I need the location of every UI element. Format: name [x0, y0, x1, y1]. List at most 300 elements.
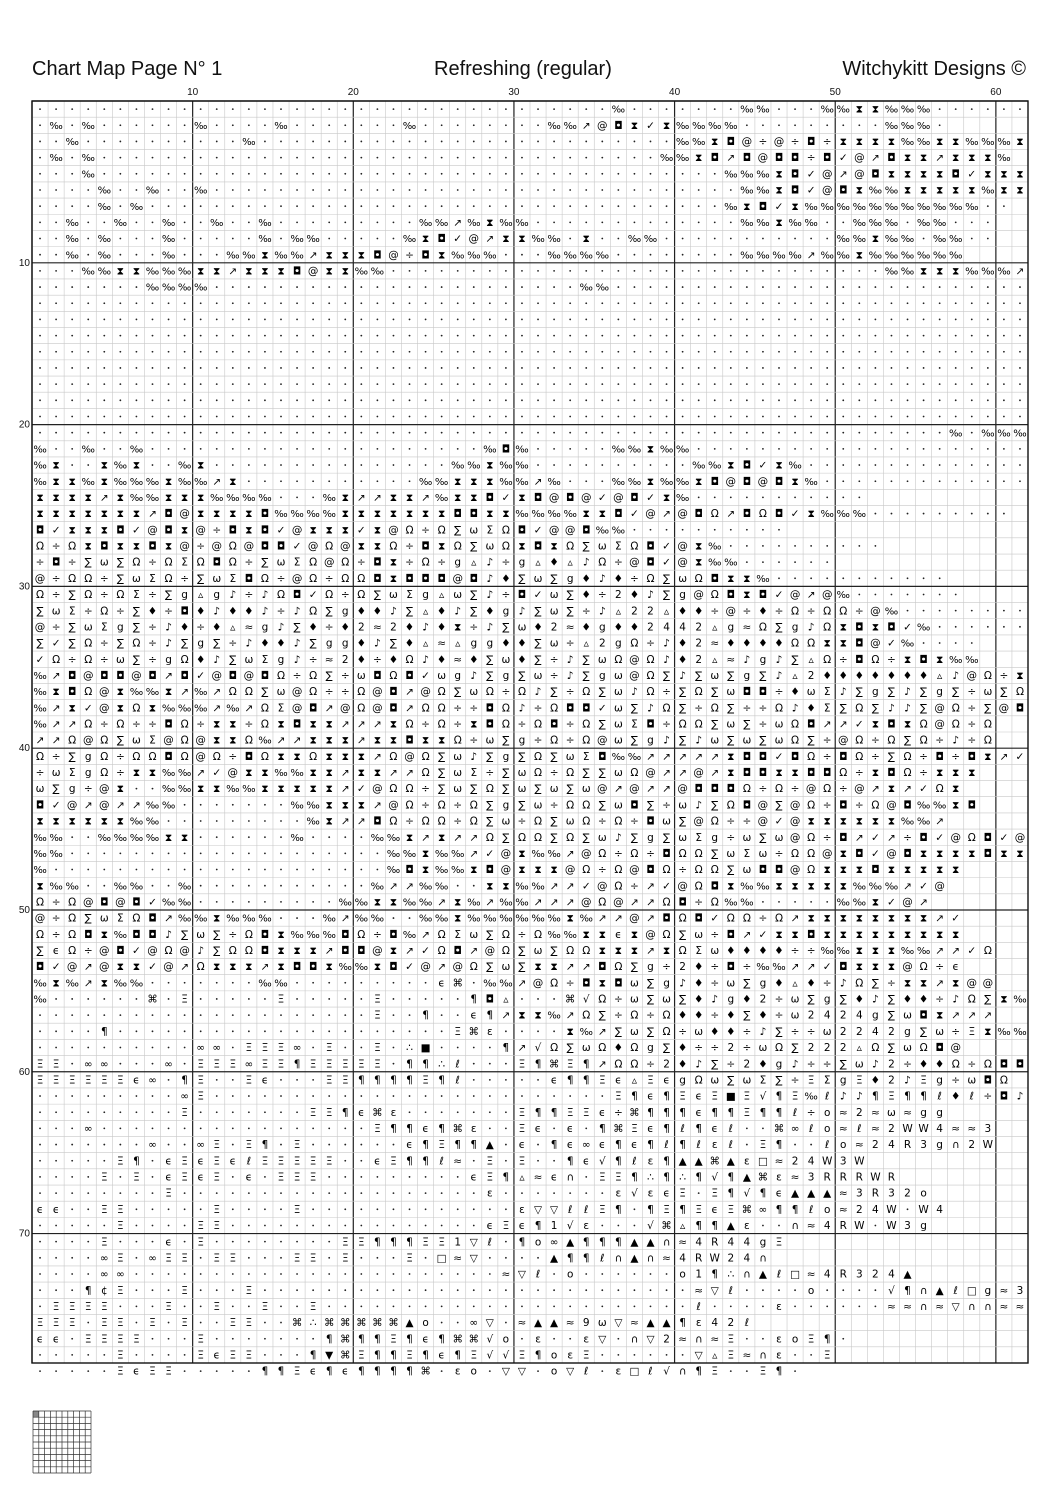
stitch-blank [714, 286, 716, 288]
stitch-symbol: ℓ [648, 1365, 653, 1378]
stitch-symbol: ⧗ [743, 572, 751, 585]
stitch-symbol: ✓ [838, 152, 848, 165]
stitch-blank [569, 286, 571, 288]
stitch-blank [393, 157, 395, 159]
stitch-blank [650, 383, 652, 385]
stitch-symbol: ‰ [258, 492, 272, 504]
stitch-symbol: ∞ [115, 1268, 125, 1281]
stitch-symbol: ⧗ [887, 912, 896, 925]
stitch-symbol: ⧗ [1016, 669, 1024, 682]
stitch-symbol: ÷ [806, 945, 816, 958]
stitch-blank [891, 480, 893, 482]
stitch-blank [103, 157, 105, 159]
stitch-blank [409, 1095, 411, 1097]
stitch-symbol: ÷ [501, 589, 511, 602]
stitch-blank [216, 335, 218, 337]
stitch-symbol: ◘ [501, 443, 511, 456]
stitch-symbol: ∑ [486, 961, 494, 974]
stitch-symbol: ✓ [951, 912, 961, 925]
stitch-symbol: ÷ [694, 896, 704, 909]
stitch-blank [328, 836, 330, 838]
stitch-blank [248, 1208, 250, 1210]
stitch-symbol: ‰ [226, 703, 240, 715]
stitch-symbol: ‰ [916, 120, 931, 132]
stitch-symbol: Ω [132, 556, 141, 569]
stitch-symbol: ⧗ [196, 265, 205, 278]
stitch-symbol: ¶ [631, 1171, 638, 1184]
stitch-symbol: ‰ [161, 282, 176, 294]
stitch-symbol: ⌘ [340, 1317, 351, 1330]
stitch-symbol: ◘ [292, 718, 302, 731]
stitch-blank [200, 351, 202, 353]
stitch-symbol: ω [694, 1025, 704, 1038]
stitch-symbol: ⌘ [613, 1122, 624, 1135]
stitch-symbol: ⧗ [871, 233, 880, 246]
stitch-blank [328, 1095, 330, 1097]
stitch-blank [184, 383, 186, 385]
stitch-blank [119, 1030, 121, 1032]
stitch-blank [184, 1144, 186, 1146]
stitch-symbol: ◘ [742, 750, 752, 763]
stitch-blank [55, 1111, 57, 1113]
stitch-symbol: Ω [84, 589, 93, 602]
stitch-symbol: Ξ [261, 1155, 269, 1168]
stitch-blank [842, 577, 844, 579]
stitch-symbol: ω [453, 767, 463, 780]
stitch-blank [666, 367, 668, 369]
stitch-symbol: ÷ [919, 750, 928, 763]
stitch-blank [87, 1192, 89, 1194]
stitch-symbol: ¶ [695, 1171, 703, 1184]
stitch-blank [71, 416, 73, 418]
stitch-symbol: ↗ [806, 961, 816, 974]
stitch-blank [360, 1192, 362, 1194]
stitch-symbol: ‰ [611, 444, 626, 456]
stitch-symbol: ‰ [129, 816, 144, 828]
stitch-symbol: ∑ [438, 783, 446, 796]
stitch-blank [87, 1322, 89, 1324]
stitch-symbol: Σ [277, 702, 285, 715]
stitch-symbol: ◘ [485, 864, 494, 877]
stitch-blank [296, 1095, 298, 1097]
stitch-symbol: ∑ [775, 799, 783, 812]
stitch-blank [505, 383, 507, 385]
stitch-symbol: Ξ [165, 1187, 172, 1200]
stitch-blank [39, 1014, 41, 1016]
stitch-symbol: ◘ [308, 961, 318, 974]
stitch-blank [376, 335, 378, 337]
stitch-symbol: ∞ [549, 1236, 559, 1249]
stitch-symbol: ♪ [390, 605, 397, 618]
stitch-symbol: Ξ [245, 1284, 253, 1297]
stitch-symbol: ÷ [35, 767, 45, 780]
stitch-blank [360, 286, 362, 288]
stitch-symbol: ∑ [373, 589, 381, 602]
stitch-symbol: ⧗ [470, 718, 478, 731]
stitch-symbol: ¶ [582, 1252, 590, 1265]
stitch-blank [810, 416, 812, 418]
stitch-symbol: ⧗ [229, 475, 237, 488]
stitch-symbol: 2 [807, 1042, 815, 1055]
stitch-blank [360, 124, 362, 126]
stitch-symbol: ‰ [852, 509, 867, 521]
stitch-blank [168, 1111, 170, 1113]
stitch-blank [264, 852, 266, 854]
stitch-symbol: Ξ [277, 1171, 285, 1184]
stitch-symbol: ⧗ [823, 815, 831, 828]
stitch-blank [344, 141, 346, 143]
stitch-symbol: Ξ [293, 1139, 301, 1152]
stitch-blank [87, 1144, 89, 1146]
stitch-symbol: @ [452, 572, 463, 585]
stitch-symbol: ⧗ [871, 912, 880, 925]
stitch-symbol: Ξ [181, 1155, 188, 1168]
stitch-symbol: ω [726, 718, 736, 731]
stitch-blank [553, 367, 555, 369]
stitch-symbol: ⧗ [68, 475, 76, 488]
stitch-blank [248, 464, 250, 466]
stitch-symbol: Ξ [582, 1349, 590, 1362]
stitch-blank [184, 254, 186, 256]
stitch-blank [296, 820, 298, 822]
stitch-blank [376, 416, 378, 418]
stitch-symbol: ♦ [742, 637, 752, 650]
stitch-blank [778, 432, 780, 434]
stitch-symbol: Ω [871, 799, 880, 812]
stitch-blank [344, 157, 346, 159]
stitch-symbol: ¶ [615, 1139, 622, 1152]
stitch-symbol: ↗ [340, 767, 350, 780]
stitch-symbol: ⧗ [132, 508, 141, 521]
stitch-blank [39, 173, 41, 175]
stitch-blank [376, 869, 378, 871]
stitch-symbol: ÷ [372, 653, 382, 666]
stitch-blank [1003, 286, 1005, 288]
stitch-blank [650, 286, 652, 288]
stitch-symbol: ÷ [983, 1090, 993, 1103]
stitch-blank [328, 432, 330, 434]
stitch-blank [810, 1144, 812, 1146]
stitch-blank [746, 270, 748, 272]
stitch-symbol: Ω [582, 1009, 591, 1022]
stitch-blank [601, 173, 603, 175]
stitch-symbol: ÷ [774, 993, 784, 1006]
stitch-symbol: ↗ [710, 750, 720, 763]
stitch-symbol: ⧗ [839, 928, 847, 941]
stitch-blank [617, 383, 619, 385]
stitch-symbol: ¶ [438, 1333, 445, 1346]
stitch-symbol: ϵ [647, 1122, 654, 1135]
stitch-symbol: Ω [582, 686, 591, 699]
stitch-blank [939, 108, 941, 110]
stitch-symbol: ω [196, 928, 206, 941]
stitch-symbol: ‰ [675, 492, 690, 504]
stitch-symbol: ‰ [515, 881, 529, 893]
stitch-blank [216, 1079, 218, 1081]
stitch-symbol: ‰ [900, 137, 915, 149]
stitch-symbol: ⧗ [341, 491, 349, 504]
stitch-symbol: g [920, 1106, 927, 1119]
stitch-blank [473, 432, 475, 434]
stitch-blank [730, 545, 732, 547]
stitch-symbol: Ω [485, 783, 494, 796]
stitch-symbol: ⧗ [791, 767, 799, 780]
stitch-symbol: √ [711, 1171, 719, 1184]
stitch-blank [826, 221, 828, 223]
stitch-symbol: @ [580, 847, 592, 860]
stitch-symbol: @ [757, 152, 769, 165]
stitch-symbol: ‰ [900, 234, 915, 246]
stitch-blank [457, 1273, 459, 1275]
stitch-symbol: ÷ [999, 669, 1009, 682]
stitch-symbol: Ω [1015, 686, 1024, 699]
stitch-symbol: ⧗ [711, 136, 719, 149]
stitch-symbol: ⧗ [261, 783, 269, 796]
stitch-symbol: ÷ [51, 572, 61, 585]
stitch-symbol: Ω [534, 718, 543, 731]
stitch-symbol: ‰ [97, 832, 112, 844]
stitch-blank [184, 1354, 186, 1356]
stitch-symbol: @ [580, 896, 592, 909]
stitch-symbol: ▲ [662, 1317, 671, 1330]
stitch-symbol: Ω [614, 864, 623, 877]
stitch-symbol: ‰ [467, 217, 481, 229]
stitch-blank [360, 351, 362, 353]
stitch-symbol: Ω [919, 718, 928, 731]
stitch-symbol: ⧗ [52, 508, 60, 521]
stitch-blank [344, 480, 346, 482]
stitch-symbol: ✓ [83, 702, 93, 715]
stitch-blank [521, 432, 523, 434]
stitch-symbol: 4 [743, 1252, 751, 1265]
stitch-blank [569, 335, 571, 337]
stitch-blank [601, 1225, 603, 1227]
stitch-symbol: ♪ [165, 928, 172, 941]
stitch-symbol: ‰ [338, 962, 352, 974]
stitch-symbol: ⌘ [388, 1317, 399, 1330]
stitch-blank [296, 1354, 298, 1356]
stitch-blank [826, 124, 828, 126]
stitch-symbol: ÷ [646, 637, 655, 650]
stitch-symbol: ω [678, 572, 688, 585]
stitch-blank [762, 901, 764, 903]
stitch-symbol: ‰ [515, 444, 529, 456]
stitch-symbol: @ [789, 864, 801, 877]
stitch-symbol: @ [693, 815, 704, 828]
stitch-symbol: ✓ [774, 589, 784, 602]
stitch-symbol: 4 [679, 621, 686, 634]
stitch-blank [376, 1144, 378, 1146]
stitch-blank [232, 982, 234, 984]
stitch-symbol: ‰ [900, 120, 915, 132]
stitch-blank [987, 448, 989, 450]
stitch-symbol: ‰ [884, 881, 899, 893]
stitch-blank [585, 367, 587, 369]
stitch-blank [810, 496, 812, 498]
stitch-symbol: ‰ [836, 201, 850, 213]
stitch-symbol: @ [372, 945, 383, 958]
stitch-symbol: ∩ [919, 1284, 928, 1297]
stitch-symbol: Ω [501, 718, 510, 731]
stitch-symbol: ÷ [356, 556, 366, 569]
stitch-symbol: ⧗ [341, 249, 349, 262]
stitch-blank [457, 173, 459, 175]
stitch-blank [1003, 399, 1005, 401]
stitch-symbol: ∑ [454, 686, 462, 699]
stitch-blank [457, 205, 459, 207]
stitch-blank [136, 124, 138, 126]
stitch-symbol: ⧗ [518, 847, 526, 860]
stitch-symbol: ≈ [806, 1268, 816, 1281]
stitch-symbol: ¶ [454, 1349, 462, 1362]
stitch-symbol: ‰ [49, 120, 63, 132]
stitch-symbol: Ω [309, 605, 318, 618]
stitch-symbol: Ω [325, 589, 334, 602]
stitch-symbol: ∑ [325, 669, 333, 682]
stitch-blank [858, 496, 860, 498]
stitch-blank [537, 1257, 539, 1259]
stitch-symbol: ◘ [421, 572, 430, 585]
stitch-symbol: ↗ [469, 945, 479, 958]
stitch-symbol: ♦ [276, 637, 286, 650]
stitch-blank [248, 302, 250, 304]
stitch-symbol: ∑ [920, 686, 928, 699]
stitch-symbol: ∑ [116, 734, 124, 747]
stitch-symbol: ÷ [164, 605, 173, 618]
stitch-symbol: ÷ [870, 734, 880, 747]
stitch-symbol: ∑ [582, 540, 590, 553]
stitch-symbol: ⧗ [470, 491, 478, 504]
stitch-symbol: ∞ [469, 1317, 479, 1330]
stitch-blank [216, 869, 218, 871]
stitch-blank [537, 351, 539, 353]
stitch-symbol: ‰ [386, 832, 401, 844]
stitch-blank [184, 804, 186, 806]
stitch-blank [698, 221, 700, 223]
stitch-blank [184, 399, 186, 401]
stitch-symbol: ▲ [533, 1317, 543, 1330]
stitch-symbol: ‰ [547, 929, 561, 941]
stitch-blank [874, 432, 876, 434]
stitch-symbol: g [165, 653, 172, 666]
stitch-symbol: ♦ [677, 637, 688, 650]
stitch-symbol: ♦ [436, 621, 447, 634]
stitch-blank [521, 998, 523, 1000]
stitch-blank [553, 383, 555, 385]
stitch-blank [152, 141, 154, 143]
stitch-blank [39, 205, 41, 207]
stitch-blank [200, 1111, 202, 1113]
stitch-symbol: ω [726, 847, 736, 860]
stitch-symbol: Ω [582, 945, 591, 958]
stitch-blank [264, 1127, 266, 1129]
stitch-blank [810, 302, 812, 304]
stitch-blank [537, 335, 539, 337]
stitch-blank [216, 1273, 218, 1275]
stitch-symbol: ÷ [967, 718, 977, 731]
stitch-symbol: Ξ [325, 1058, 333, 1071]
stitch-symbol: Ω [887, 734, 896, 747]
stitch-symbol: Ω [951, 1058, 960, 1071]
stitch-blank [264, 124, 266, 126]
stitch-blank [216, 885, 218, 887]
stitch-blank [360, 1144, 362, 1146]
stitch-symbol: ϵ [599, 1106, 606, 1119]
stitch-symbol: @ [677, 880, 688, 893]
stitch-symbol: ↗ [212, 686, 222, 699]
stitch-symbol: ϵ [309, 1365, 317, 1378]
stitch-symbol: ∑ [486, 653, 494, 666]
stitch-blank [376, 108, 378, 110]
current-page-cell [33, 1411, 39, 1417]
stitch-blank [473, 270, 475, 272]
stitch-blank [891, 594, 893, 596]
stitch-symbol: ↗ [405, 702, 414, 715]
stitch-symbol: ⧗ [68, 491, 76, 504]
stitch-symbol: ⧗ [100, 815, 108, 828]
stitch-blank [907, 610, 909, 612]
stitch-blank [248, 157, 250, 159]
stitch-symbol: ¶ [647, 1106, 654, 1119]
stitch-symbol: ‰ [113, 217, 128, 229]
stitch-blank [312, 108, 314, 110]
stitch-blank [778, 901, 780, 903]
stitch-symbol: ≈ [565, 1317, 575, 1330]
stitch-symbol: ¶ [390, 1122, 397, 1135]
stitch-blank [376, 1192, 378, 1194]
stitch-blank [489, 319, 491, 321]
stitch-symbol: ÷ [565, 686, 575, 699]
stitch-blank [264, 1322, 266, 1324]
stitch-blank [457, 383, 459, 385]
stitch-symbol: ◘ [260, 928, 270, 941]
stitch-symbol: ω [822, 1025, 832, 1038]
stitch-blank [280, 286, 282, 288]
stitch-symbol: ‰ [900, 638, 915, 650]
stitch-blank [119, 1111, 121, 1113]
stitch-symbol: ω [662, 815, 671, 828]
stitch-symbol: ‰ [756, 881, 770, 893]
stitch-symbol: ‰ [659, 153, 674, 165]
stitch-blank [810, 124, 812, 126]
stitch-symbol: ⧗ [373, 896, 382, 909]
stitch-blank [232, 1047, 234, 1049]
stitch-symbol: ‰ [483, 913, 497, 925]
stitch-blank [216, 1095, 218, 1097]
stitch-symbol: ∑ [534, 637, 542, 650]
stitch-symbol: ∑ [614, 1025, 622, 1038]
stitch-blank [650, 399, 652, 401]
stitch-symbol: ‰ [161, 800, 176, 812]
row-number-label: 10 [18, 257, 30, 269]
stitch-blank [601, 1289, 603, 1291]
stitch-blank [280, 1289, 282, 1291]
stitch-symbol: ÷ [710, 1042, 720, 1055]
stitch-symbol: ‰ [756, 185, 770, 197]
stitch-symbol: ◘ [244, 750, 254, 763]
stitch-blank [441, 998, 443, 1000]
stitch-symbol: ‰ [402, 120, 417, 132]
stitch-symbol: 2 [759, 993, 767, 1006]
stitch-symbol: ↗ [83, 961, 93, 974]
stitch-symbol: Ξ [197, 1090, 204, 1103]
stitch-symbol: ⧗ [180, 491, 189, 504]
stitch-blank [1003, 480, 1005, 482]
stitch-symbol: ‰ [900, 104, 915, 116]
stitch-symbol: ‰ [916, 201, 931, 213]
stitch-symbol: ↗ [597, 1058, 607, 1071]
stitch-blank [328, 998, 330, 1000]
